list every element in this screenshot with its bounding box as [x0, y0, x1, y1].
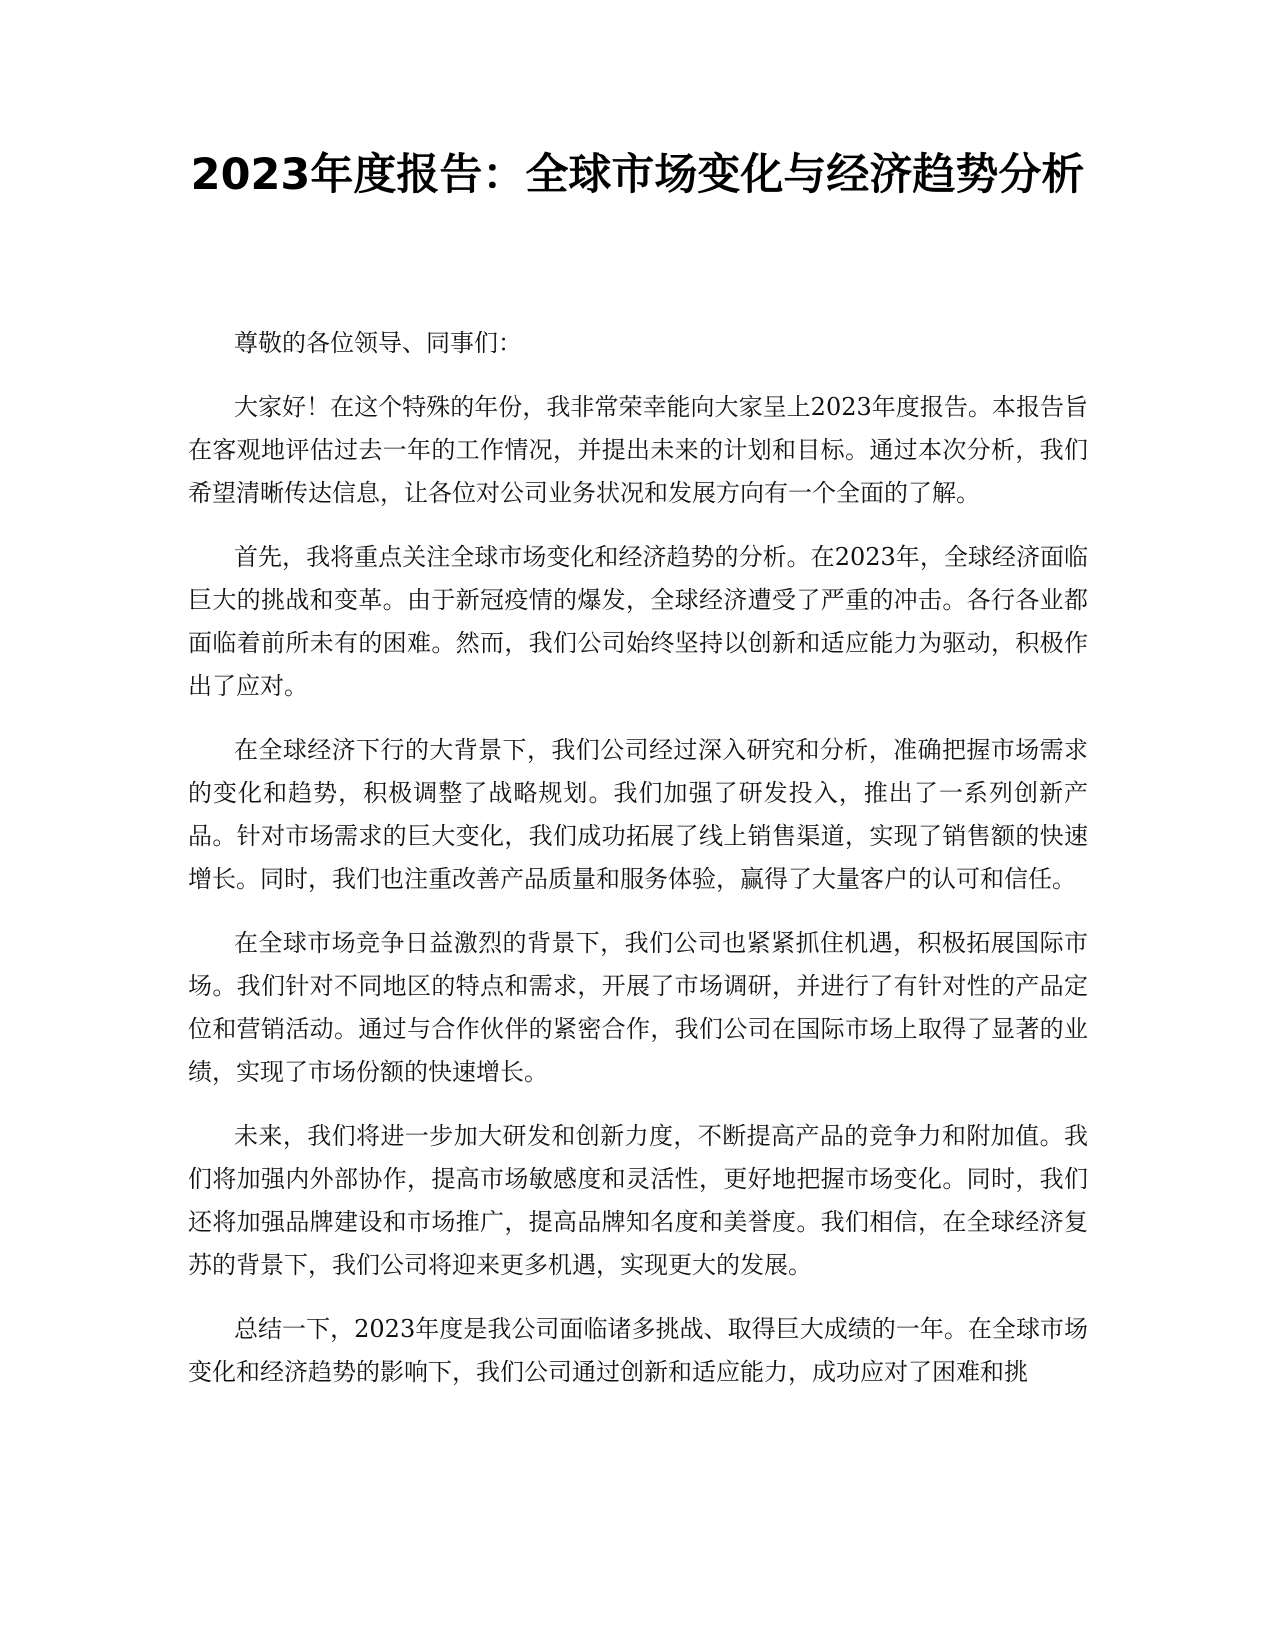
international-market-paragraph: 在全球市场竞争日益激烈的背景下，我们公司也紧紧抓住机遇，积极拓展国际市场。我们针对不同地区的特点和需求，开展了市场调研，并进行了有针对性的产品定位和营销活动。通过与合作伙伴的紧密合作，我们公司在国际市场上取得了显著的业绩，实现了市场份额的快速增长。 — [188, 929, 1088, 1086]
summary-paragraph: 总结一下，2023年度是我公司面临诸多挑战、取得巨大成绩的一年。在全球市场变化和经济趋势的影响下，我们公司通过创新和适应能力，成功应对了困难和挑 — [188, 1315, 1088, 1386]
intro-paragraph: 大家好！在这个特殊的年份，我非常荣幸能向大家呈上2023年度报告。本报告旨在客观地评估过去一年的工作情况，并提出未来的计划和目标。通过本次分析，我们希望清晰传达信息，让各位对公司业务状况和发展方向有一个全面的了解。 — [188, 393, 1088, 507]
strategy-paragraph: 在全球经济下行的大背景下，我们公司经过深入研究和分析，准确把握市场需求的变化和趋势，积极调整了战略规划。我们加强了研发投入，推出了一系列创新产品。针对市场需求的巨大变化，我们成功拓展了线上销售渠道，实现了销售额的快速增长。同时，我们也注重改善产品质量和服务体验，赢得了大量客户的认可和信任。 — [188, 736, 1088, 893]
document-title: 2023年度报告：全球市场变化与经济趋势分析 — [190, 150, 1085, 200]
salutation-paragraph: 尊敬的各位领导、同事们： — [234, 329, 522, 357]
document-body — [188, 322, 1088, 1415]
global-economy-paragraph: 首先，我将重点关注全球市场变化和经济趋势的分析。在2023年，全球经济面临巨大的挑战和变革。由于新冠疫情的爆发，全球经济遭受了严重的冲击。各行各业都面临着前所未有的困难。然而，我们公司始终坚持以创新和适应能力为驱动，积极作出了应对。 — [188, 543, 1088, 700]
future-plan-paragraph: 未来，我们将进一步加大研发和创新力度，不断提高产品的竞争力和附加值。我们将加强内外部协作，提高市场敏感度和灵活性，更好地把握市场变化。同时，我们还将加强品牌建设和市场推广，提高品牌知名度和美誉度。我们相信，在全球经济复苏的背景下，我们公司将迎来更多机遇，实现更大的发展。 — [188, 1122, 1088, 1279]
